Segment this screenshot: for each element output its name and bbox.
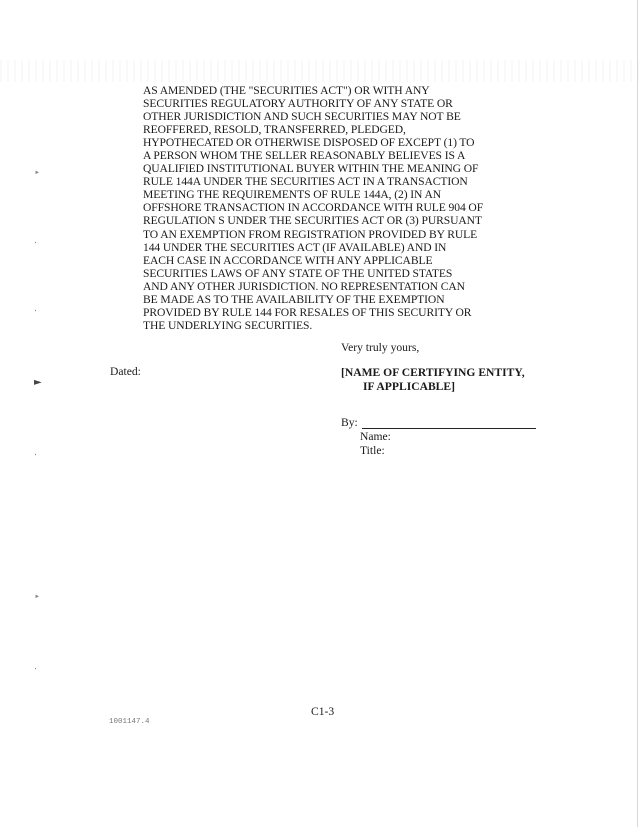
page-edge-line xyxy=(637,0,638,827)
body-line: OFFSHORE TRANSACTION IN ACCORDANCE WITH RULE 904 OF xyxy=(143,201,484,215)
margin-mark: ⋅ xyxy=(34,450,38,461)
body-line: PROVIDED BY RULE 144 FOR RESALES OF THIS SECURITY OR xyxy=(143,305,472,319)
body-line: REGULATION S UNDER THE SECURITIES ACT OR (3) PURSUANT xyxy=(143,214,482,228)
by-label: By: xyxy=(341,416,358,429)
body-line: AND ANY OTHER JURISDICTION. NO REPRESENTATION CAN xyxy=(143,279,465,293)
entity-name-placeholder: [NAME OF CERTIFYING ENTITY, xyxy=(341,366,525,379)
body-line: QUALIFIED INSTITUTIONAL BUYER WITHIN THE MEANING OF xyxy=(143,162,479,176)
body-line: SECURITIES REGULATORY AUTHORITY OF ANY STATE OR xyxy=(143,97,453,111)
body-line: REOFFERED, RESOLD, TRANSFERRED, PLEDGED, xyxy=(143,123,406,137)
signature-row xyxy=(341,416,536,429)
margin-mark: ⋅ xyxy=(34,238,38,249)
document-id: 1001147.4 xyxy=(109,718,150,726)
signer-details xyxy=(360,430,391,458)
body-line: A PERSON WHOM THE SELLER REASONABLY BELIEVES IS A xyxy=(143,149,466,163)
signature-line xyxy=(362,417,536,429)
title-label: Title: xyxy=(360,444,385,457)
body-line: EACH CASE IN ACCORDANCE WITH ANY APPLICABLE xyxy=(143,253,433,267)
dated-label: Dated: xyxy=(110,365,141,378)
scan-artifact xyxy=(0,60,640,82)
closing-salutation: Very truly yours, xyxy=(341,341,420,354)
body-line: BE MADE AS TO THE AVAILABILITY OF THE EXEMPTION xyxy=(143,292,445,306)
margin-mark: ‣ xyxy=(34,592,40,603)
body-line: AS AMENDED (THE "SECURITIES ACT") OR WITH ANY xyxy=(143,84,430,97)
legend-paragraph xyxy=(143,84,505,332)
body-line: MEETING THE REQUIREMENTS OF RULE 144A, (2) IN AN xyxy=(143,188,442,202)
margin-mark: ► xyxy=(34,377,42,388)
body-line: SECURITIES LAWS OF ANY STATE OF THE UNITED STATES xyxy=(143,266,453,280)
body-line: TO AN EXEMPTION FROM REGISTRATION PROVIDED BY RULE xyxy=(143,227,478,241)
name-label: Name: xyxy=(360,430,391,443)
certifying-entity-block xyxy=(341,366,525,394)
page-number: C1-3 xyxy=(311,705,335,718)
margin-mark: ⋅ xyxy=(34,306,38,317)
margin-mark: ‣ xyxy=(34,168,40,179)
body-line: 144 UNDER THE SECURITIES ACT (IF AVAILABLE) AND IN xyxy=(143,240,447,254)
margin-mark: ⋅ xyxy=(34,664,38,675)
entity-applicable-note: IF APPLICABLE] xyxy=(363,380,456,393)
body-line: OTHER JURISDICTION AND SUCH SECURITIES MAY NOT BE xyxy=(143,110,461,124)
body-line: HYPOTHECATED OR OTHERWISE DISPOSED OF EXCEPT (1) TO xyxy=(143,136,475,150)
body-line: THE UNDERLYING SECURITIES. xyxy=(143,318,313,332)
body-line: RULE 144A UNDER THE SECURITIES ACT IN A TRANSACTION xyxy=(143,175,468,189)
